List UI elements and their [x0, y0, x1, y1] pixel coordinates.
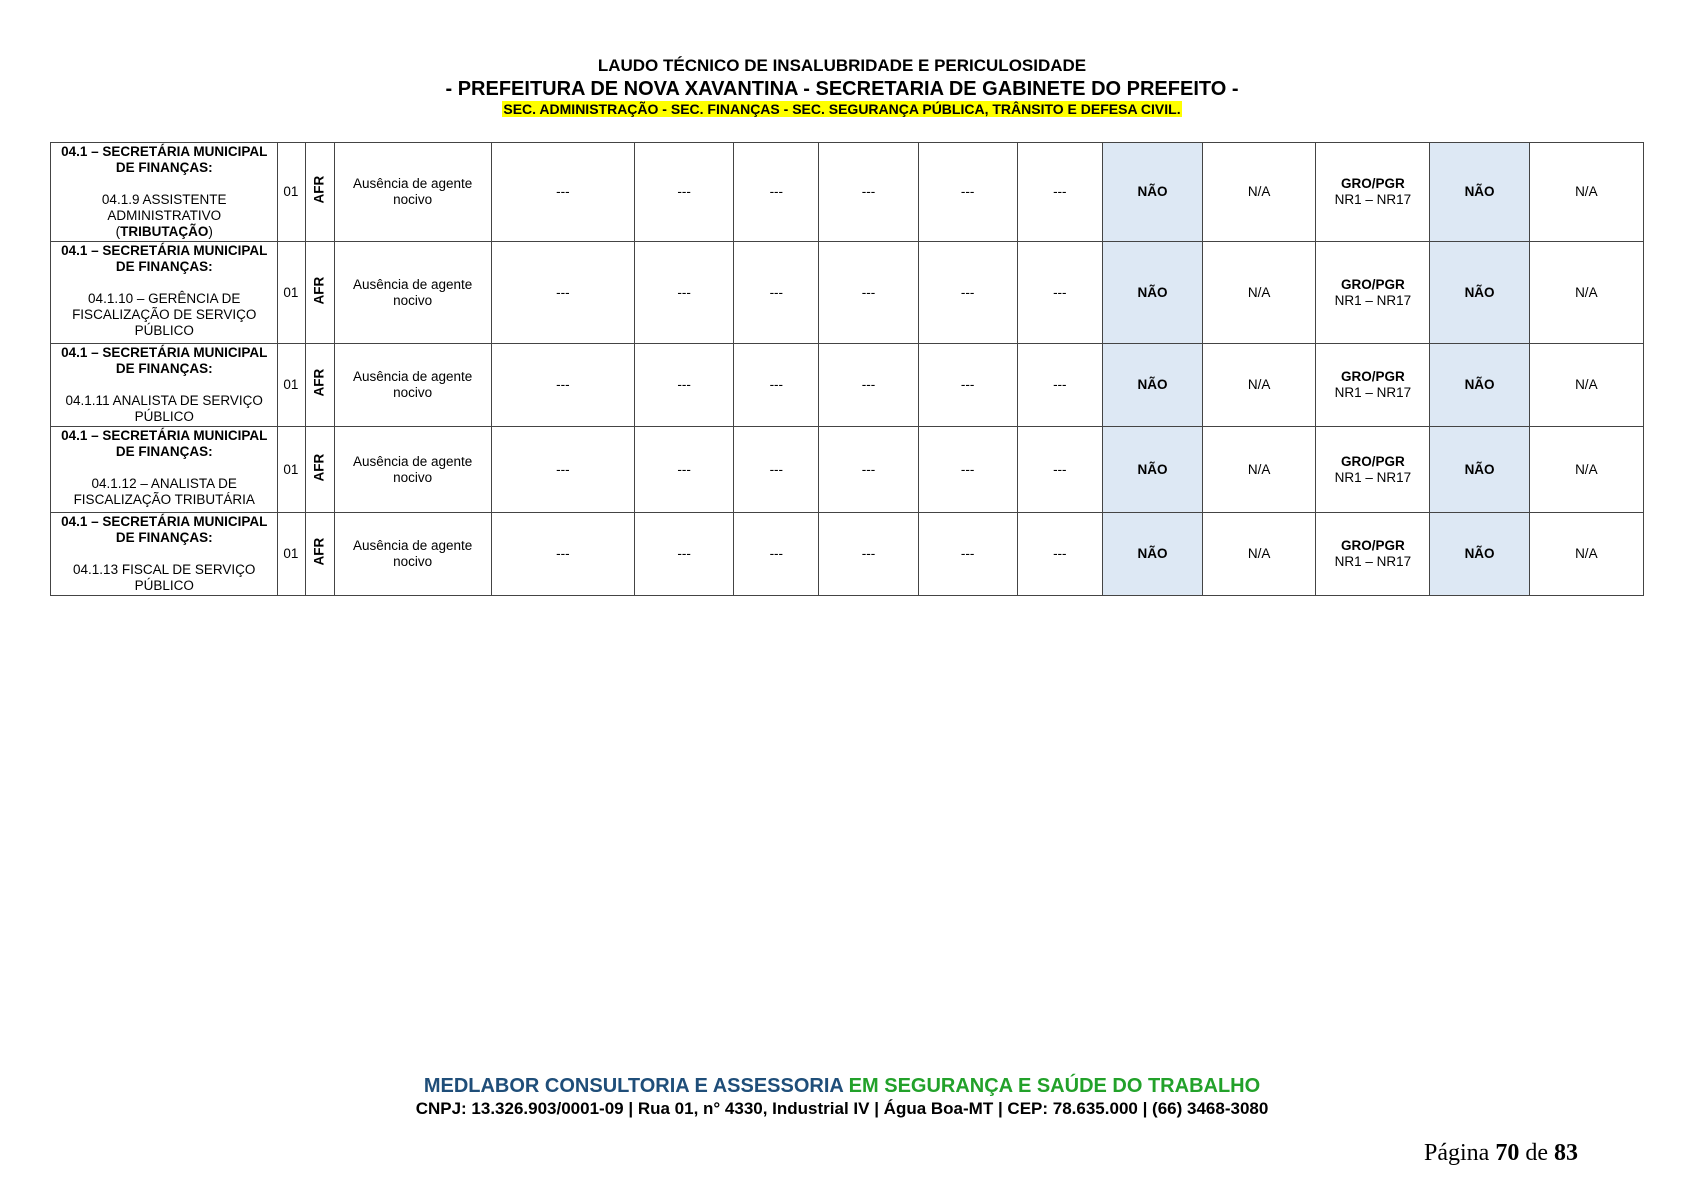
gro-cell: [1316, 344, 1430, 427]
periculosidade-cell: NÃO: [1430, 143, 1529, 242]
gro-label: GRO/PGR: [1341, 453, 1405, 469]
periculosidade-cell: NÃO: [1430, 513, 1529, 596]
empty-value-cell: ---: [1017, 427, 1102, 513]
footer-company: [0, 1075, 1684, 1098]
report-secretariats: [0, 101, 1684, 117]
empty-value-cell: ---: [635, 344, 734, 427]
secretariat-label: 04.1 – SECRETÁRIA MUNICIPAL DE FINANÇAS:: [61, 514, 268, 545]
empty-value-cell: ---: [918, 427, 1017, 513]
afr-cell: [306, 513, 334, 596]
nr-label: NR1 – NR17: [1334, 385, 1412, 400]
insalubridade-grau-cell: N/A: [1203, 427, 1316, 513]
agent-cell: Ausência de agente nocivo: [334, 143, 491, 242]
periculosidade-cell: NÃO: [1430, 242, 1529, 344]
empty-value-cell: ---: [1017, 143, 1102, 242]
afr-label: AFR: [311, 453, 327, 482]
empty-value-cell: ---: [819, 427, 918, 513]
role-label: 04.1.11 ANALISTA DE SERVIÇO PÚBLICO: [65, 393, 263, 424]
table-row: [51, 427, 1644, 513]
secretariat-label: 04.1 – SECRETÁRIA MUNICIPAL DE FINANÇAS:: [61, 144, 268, 175]
afr-label: AFR: [311, 276, 327, 305]
periculosidade-pct-cell: N/A: [1529, 242, 1643, 344]
report-title: LAUDO TÉCNICO DE INSALUBRIDADE E PERICULOSIDADE: [597, 56, 1087, 75]
empty-value-cell: ---: [734, 242, 819, 344]
gro-label: GRO/PGR: [1341, 176, 1405, 191]
page-label: Página: [1424, 1140, 1490, 1166]
afr-cell: [306, 427, 334, 513]
periculosidade-pct-cell: N/A: [1529, 344, 1643, 427]
empty-value-cell: ---: [734, 344, 819, 427]
afr-cell: [306, 143, 334, 242]
page-sep: de: [1525, 1140, 1548, 1166]
empty-value-cell: ---: [918, 513, 1017, 596]
secretariat-label: 04.1 – SECRETÁRIA MUNICIPAL DE FINANÇAS:: [61, 428, 268, 459]
empty-value-cell: ---: [635, 427, 734, 513]
empty-value-cell: ---: [819, 513, 918, 596]
periculosidade-cell: NÃO: [1430, 344, 1529, 427]
agent-cell: Ausência de agente nocivo: [334, 427, 491, 513]
footer-address: CNPJ: 13.326.903/0001-09 | Rua 01, n° 4330, Industrial IV | Água Boa-MT | CEP: 78.635.000 | (66) 3468-3080: [415, 1099, 1269, 1118]
gro-label: GRO/PGR: [1341, 276, 1405, 292]
function-cell: [51, 344, 278, 427]
nr-label: NR1 – NR17: [1334, 469, 1412, 485]
gro-cell: [1316, 143, 1430, 242]
role-label: 04.1.10 – GERÊNCIA DE FISCALIZAÇÃO DE SERVIÇO PÚBLICO: [72, 291, 257, 338]
risk-table: [50, 142, 1644, 596]
empty-value-cell: ---: [734, 427, 819, 513]
agent-cell: Ausência de agente nocivo: [334, 242, 491, 344]
empty-value-cell: ---: [635, 513, 734, 596]
empty-value-cell: ---: [1017, 513, 1102, 596]
insalubridade-cell: NÃO: [1102, 513, 1202, 596]
afr-label: AFR: [311, 537, 327, 566]
function-cell: [51, 143, 278, 242]
agent-cell: Ausência de agente nocivo: [334, 513, 491, 596]
quantity-cell: 01: [278, 513, 306, 596]
empty-value-cell: ---: [734, 513, 819, 596]
gro-label: GRO/PGR: [1341, 369, 1405, 384]
insalubridade-cell: NÃO: [1102, 344, 1202, 427]
empty-value-cell: ---: [918, 344, 1017, 427]
report-subtitle: - PREFEITURA DE NOVA XAVANTINA - SECRETARIA DE GABINETE DO PREFEITO -: [445, 78, 1239, 100]
function-cell: [51, 242, 278, 344]
secretariat-label: 04.1 – SECRETÁRIA MUNICIPAL DE FINANÇAS:: [61, 243, 268, 274]
insalubridade-cell: NÃO: [1102, 242, 1202, 344]
agent-cell: Ausência de agente nocivo: [334, 344, 491, 427]
afr-label: AFR: [311, 368, 327, 397]
quantity-cell: 01: [278, 143, 306, 242]
nr-label: NR1 – NR17: [1334, 292, 1412, 308]
empty-value-cell: ---: [918, 242, 1017, 344]
function-cell: [51, 513, 278, 596]
role-label: 04.1.12 – ANALISTA DE FISCALIZAÇÃO TRIBUTÁRIA: [73, 476, 255, 507]
empty-value-cell: ---: [1017, 344, 1102, 427]
table-row: [51, 344, 1644, 427]
empty-value-cell: ---: [491, 513, 634, 596]
quantity-cell: 01: [278, 427, 306, 513]
empty-value-cell: ---: [635, 143, 734, 242]
insalubridade-grau-cell: N/A: [1203, 143, 1316, 242]
periculosidade-pct-cell: N/A: [1529, 513, 1643, 596]
function-cell: [51, 427, 278, 513]
empty-value-cell: ---: [491, 242, 634, 344]
gro-cell: [1316, 513, 1430, 596]
empty-value-cell: ---: [819, 143, 918, 242]
nr-label: NR1 – NR17: [1334, 192, 1412, 207]
page-number: [1424, 1140, 1578, 1167]
quantity-cell: 01: [278, 344, 306, 427]
company-name: MEDLABOR CONSULTORIA E ASSESSORIA: [423, 1075, 844, 1097]
afr-cell: [306, 242, 334, 344]
page-current: 70: [1495, 1140, 1520, 1166]
table-row: [51, 513, 1644, 596]
afr-cell: [306, 344, 334, 427]
company-tagline: EM SEGURANÇA E SAÚDE DO TRABALHO: [848, 1075, 1261, 1097]
highlighted-secretariats: SEC. ADMINISTRAÇÃO - SEC. FINANÇAS - SEC. SEGURANÇA PÚBLICA, TRÂNSITO E DEFESA CIVIL.: [503, 101, 1181, 117]
insalubridade-cell: NÃO: [1102, 143, 1202, 242]
empty-value-cell: ---: [819, 344, 918, 427]
periculosidade-pct-cell: N/A: [1529, 143, 1643, 242]
insalubridade-cell: NÃO: [1102, 427, 1202, 513]
role-emphasis: TRIBUTAÇÃO: [120, 224, 209, 239]
empty-value-cell: ---: [1017, 242, 1102, 344]
gro-label: GRO/PGR: [1341, 538, 1405, 553]
empty-value-cell: ---: [734, 143, 819, 242]
gro-cell: [1316, 242, 1430, 344]
quantity-cell: 01: [278, 242, 306, 344]
gro-cell: [1316, 427, 1430, 513]
insalubridade-grau-cell: N/A: [1203, 513, 1316, 596]
empty-value-cell: ---: [491, 143, 634, 242]
insalubridade-grau-cell: N/A: [1203, 344, 1316, 427]
empty-value-cell: ---: [918, 143, 1017, 242]
nr-label: NR1 – NR17: [1334, 554, 1412, 569]
insalubridade-grau-cell: N/A: [1203, 242, 1316, 344]
table-row: [51, 143, 1644, 242]
empty-value-cell: ---: [819, 242, 918, 344]
periculosidade-pct-cell: N/A: [1529, 427, 1643, 513]
table-row: [51, 242, 1644, 344]
empty-value-cell: ---: [491, 427, 634, 513]
role-label: 04.1.9 ASSISTENTE ADMINISTRATIVO (TRIBUTAÇÃO): [101, 192, 227, 239]
periculosidade-cell: NÃO: [1430, 427, 1529, 513]
afr-label: AFR: [311, 175, 327, 204]
page-total: 83: [1554, 1140, 1578, 1166]
empty-value-cell: ---: [635, 242, 734, 344]
empty-value-cell: ---: [491, 344, 634, 427]
role-label: 04.1.13 FISCAL DE SERVIÇO PÚBLICO: [73, 562, 256, 593]
secretariat-label: 04.1 – SECRETÁRIA MUNICIPAL DE FINANÇAS:: [61, 345, 268, 376]
